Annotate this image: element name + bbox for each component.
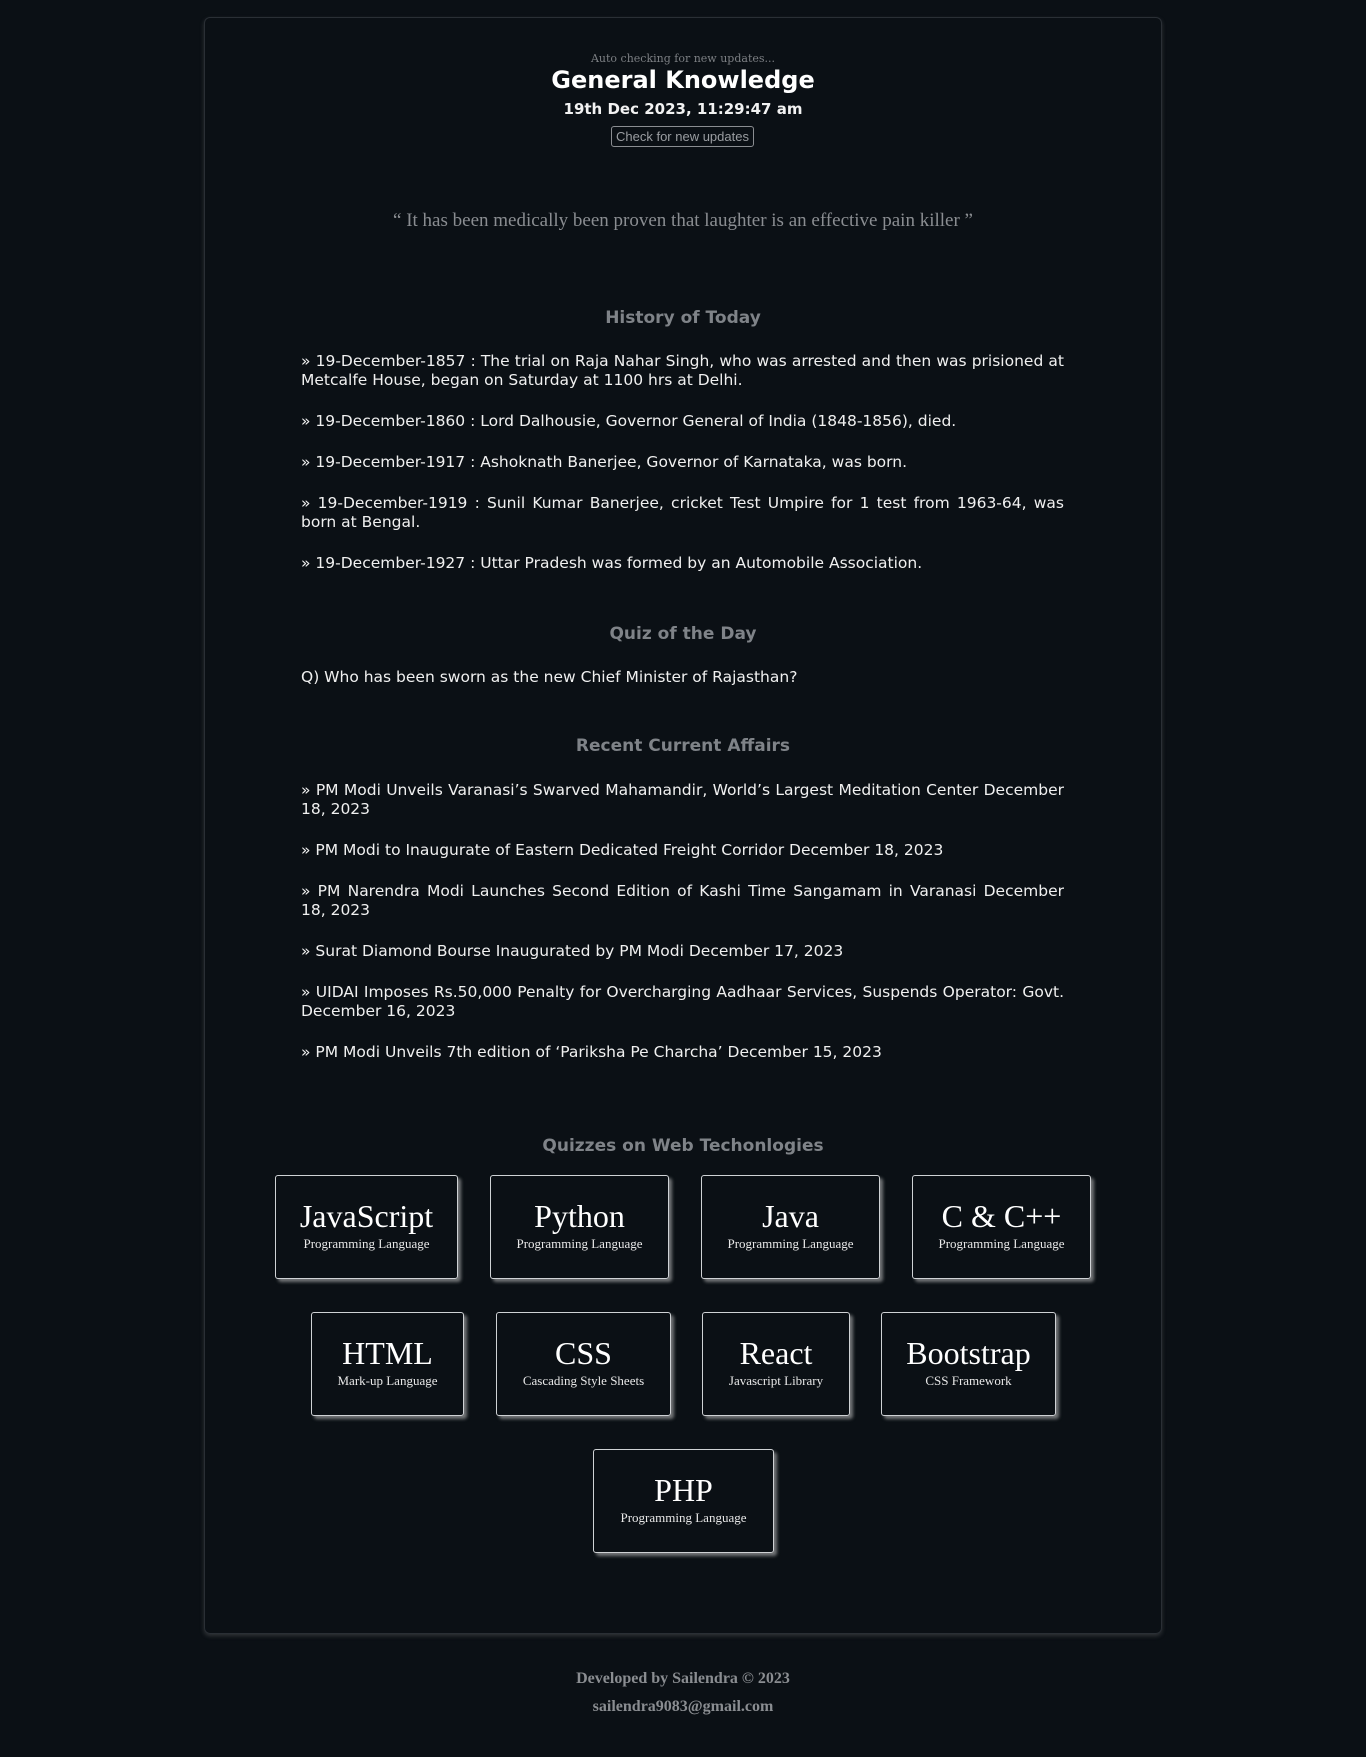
tile-subtitle: Programming Language [303, 1236, 430, 1251]
current-datetime: 19th Dec 2023, 11:29:47 am [563, 100, 803, 118]
current-affairs-item[interactable]: » PM Modi to Inaugurate of Eastern Dedicated Freight Corridor December 18, 2023 [301, 841, 944, 859]
check-updates-button[interactable]: Check for new updates [611, 126, 754, 147]
tile-name: Python [534, 1198, 625, 1234]
tile-subtitle: Cascading Style Sheets [522, 1373, 645, 1388]
tile-name: Java [762, 1198, 819, 1234]
footer-developer: Developed by Sailendra © 2023 [576, 1670, 790, 1687]
tile-name: CSS [555, 1335, 612, 1371]
tile-name: HTML [342, 1335, 433, 1371]
page-title: General Knowledge [551, 66, 815, 94]
tile-subtitle: Programming Language [727, 1236, 854, 1251]
history-item: » 19-December-1927 : Uttar Pradesh was formed by an Automobile Association. [301, 554, 923, 572]
tile-subtitle: Mark-up Language [337, 1373, 438, 1388]
history-item: » 19-December-1917 : Ashoknath Banerjee, Governor of Karnataka, was born. [301, 453, 908, 471]
quiz-tile-python[interactable] [490, 1175, 669, 1279]
history-list [301, 352, 1064, 573]
main-card [204, 17, 1162, 1634]
quiz-tile-c-cpp[interactable] [912, 1175, 1091, 1279]
current-affairs-item[interactable]: » UIDAI Imposes Rs.50,000 Penalty for Overcharging Aadhaar Services, Suspends Operator: Govt. December 16, 2023 [301, 983, 1064, 1020]
current-affairs-item[interactable]: » PM Narendra Modi Launches Second Edition of Kashi Time Sangamam in Varanasi December 18, 2023 [301, 882, 1064, 919]
quote-text: “ It has been medically been proven that laughter is an effective pain killer ” [393, 210, 973, 231]
tile-name: Bootstrap [906, 1335, 1031, 1371]
quiz-title: Quiz of the Day [609, 624, 757, 644]
tile-name: C & C++ [941, 1198, 1062, 1234]
current-affairs-item[interactable]: » PM Modi Unveils 7th edition of ‘Pariksha Pe Charcha’ December 15, 2023 [301, 1043, 882, 1061]
quizzes-title: Quizzes on Web Techonlogies [542, 1136, 824, 1156]
tile-subtitle: Javascript Library [728, 1373, 824, 1388]
current-affairs-item[interactable]: » PM Modi Unveils Varanasi’s Swarved Mahamandir, World’s Largest Meditation Center December 18, 2023 [301, 781, 1064, 818]
current-affairs-item[interactable]: » Surat Diamond Bourse Inaugurated by PM Modi December 17, 2023 [301, 942, 844, 960]
quiz-question: Q) Who has been sworn as the new Chief Minister of Rajasthan? [301, 668, 798, 686]
history-item: » 19-December-1860 : Lord Dalhousie, Governor General of India (1848-1856), died. [301, 412, 957, 430]
tile-name: JavaScript [299, 1198, 434, 1234]
tile-subtitle: Programming Language [516, 1236, 643, 1251]
history-item: » 19-December-1919 : Sunil Kumar Banerjee, cricket Test Umpire for 1 test from 1963-64, was born at Bengal. [301, 494, 1064, 531]
history-item: » 19-December-1857 : The trial on Raja Nahar Singh, who was arrested and then was prisioned at Metcalfe House, began on Saturday at 1100 hrs at Delhi. [301, 352, 1064, 389]
tile-name: PHP [654, 1472, 713, 1508]
quiz-tile-javascript[interactable] [275, 1175, 458, 1279]
quiz-tile-php[interactable] [593, 1449, 774, 1553]
tile-subtitle: CSS Framework [925, 1373, 1012, 1388]
tile-subtitle: Programming Language [620, 1510, 747, 1525]
quiz-tile-java[interactable] [701, 1175, 880, 1279]
footer-email[interactable]: sailendra9083@gmail.com [592, 1698, 774, 1715]
tile-subtitle: Programming Language [938, 1236, 1065, 1251]
quiz-tile-css[interactable] [496, 1312, 671, 1416]
quiz-tile-html[interactable] [311, 1312, 464, 1416]
current-affairs-title: Recent Current Affairs [575, 736, 791, 756]
current-affairs-list [301, 781, 1064, 1062]
auto-check-status: Auto checking for new updates... [590, 52, 776, 65]
history-title: History of Today [605, 308, 761, 328]
quiz-tile-bootstrap[interactable] [881, 1312, 1056, 1416]
quiz-list [301, 668, 1064, 687]
quiz-tile-react[interactable] [702, 1312, 850, 1416]
tile-name: React [739, 1335, 813, 1371]
